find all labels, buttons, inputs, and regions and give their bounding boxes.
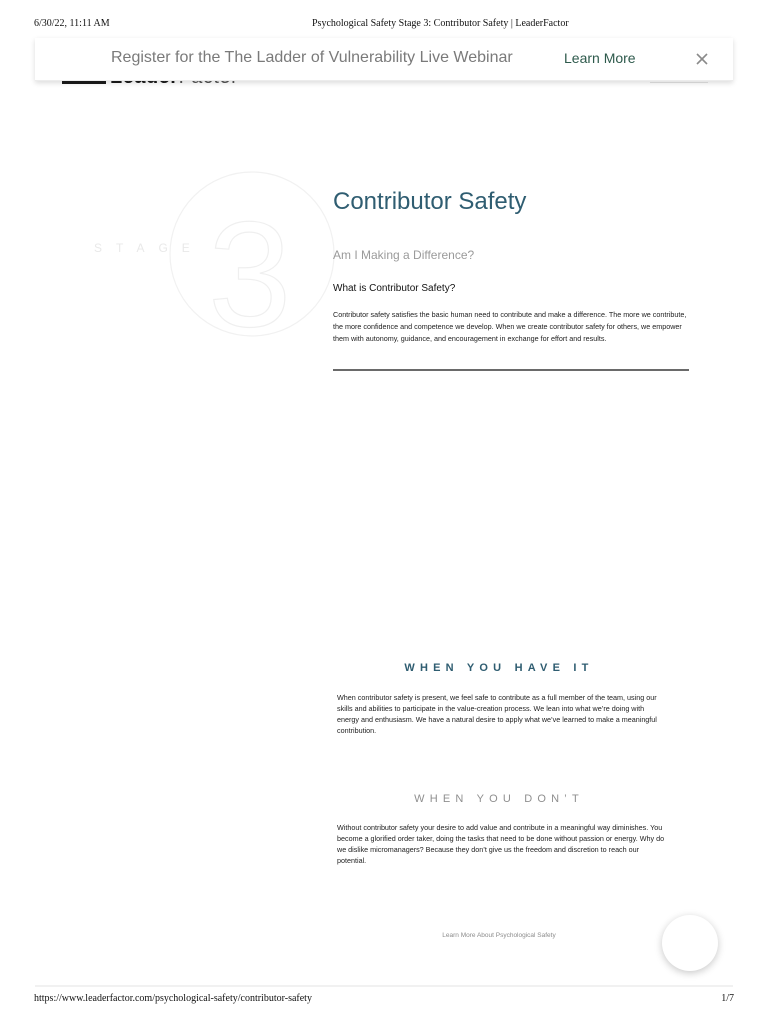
close-icon[interactable]: [691, 48, 713, 70]
section-body: Contributor safety satisfies the basic human need to contribute and make a difference. The more we contribute, the more confidence and competence we develop. When we create contributor safety for others, we empower them with autonomy, guidance, and encouragement in exchange for effort and results.: [333, 310, 687, 343]
banner-learn-more-link[interactable]: Learn More: [564, 50, 636, 66]
stage-3-graphic: [88, 168, 316, 358]
banner-text: Register for the The Ladder of Vulnerability Live Webinar: [111, 49, 513, 66]
print-page-number: 1/7: [721, 993, 734, 1004]
footer-divider: [35, 985, 733, 987]
page-subtitle: Am I Making a Difference?: [333, 248, 475, 262]
when-you-have-it-heading: WHEN YOU HAVE IT: [404, 662, 594, 674]
print-doc-title: Psychological Safety Stage 3: Contributor Safety | LeaderFactor: [312, 18, 569, 29]
webinar-banner: [35, 38, 733, 81]
print-header: [34, 18, 734, 32]
when-you-have-it-body: When contributor safety is present, we feel safe to contribute as a full member of the team, using our skills and abilities to participate in the value-creation process. We lean into what we’re doing with energy and enthusiasm. We have a natural desire to apply what we’ve learned to make a meaningful contribution.: [337, 693, 657, 735]
when-you-dont-heading: WHEN YOU DON’T: [414, 793, 584, 805]
learn-more-psych-safety-link[interactable]: Learn More About Psychological Safety: [442, 932, 556, 939]
when-you-dont-body: Without contributor safety your desire to add value and contribute in a meaningful way diminishes. You become a glorified order taker, doing the tasks that need to be done without passion or energy. Why do we dislike micromanagers? Because they don’t give us the freedom and discretion to reach our potential.: [337, 823, 665, 865]
print-url: https://www.leaderfactor.com/psychological-safety/contributor-safety: [34, 993, 312, 1004]
print-date: 6/30/22, 11:11 AM: [34, 18, 110, 29]
stage-label: STAGE: [94, 241, 204, 255]
section-heading: What is Contributor Safety?: [333, 283, 456, 294]
chat-icon[interactable]: [662, 915, 718, 971]
section-divider: [333, 369, 689, 371]
page-title: Contributor Safety: [333, 188, 527, 215]
stage-numeral: 3: [208, 190, 292, 358]
print-footer: [34, 993, 734, 1007]
